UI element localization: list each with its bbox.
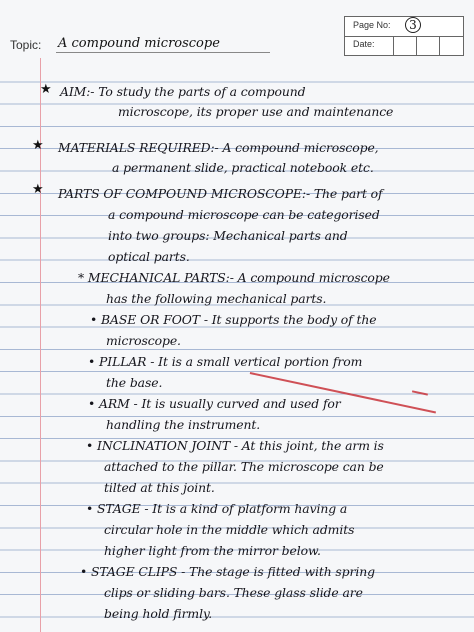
date-cells bbox=[393, 36, 463, 55]
mechanical-line-1: * MECHANICAL PARTS:- A compound microscope bbox=[78, 270, 390, 285]
arm-line-2: handling the instrument. bbox=[106, 417, 261, 432]
stage-clips-line-2: clips or sliding bars. These glass slide are bbox=[104, 585, 363, 600]
stage-line-2: circular hole in the middle which admits bbox=[104, 522, 355, 537]
base-line-2: microscope. bbox=[106, 333, 181, 348]
page-info-box bbox=[344, 16, 464, 56]
star-icon: ★ bbox=[40, 82, 52, 97]
topic-text: A compound microscope bbox=[58, 36, 220, 51]
red-pen-mark bbox=[412, 390, 428, 395]
page-no-value: 3 bbox=[405, 17, 421, 33]
inclination-line-3: tilted at this joint. bbox=[104, 480, 215, 495]
stage-line-1: • STAGE - It is a kind of platform having a bbox=[86, 501, 348, 516]
parts-line-1: PARTS OF COMPOUND MICROSCOPE:- The part of bbox=[58, 186, 383, 201]
arm-line-1: • ARM - It is usually curved and used for bbox=[88, 396, 341, 411]
materials-line-1: MATERIALS REQUIRED:- A compound microscope, bbox=[58, 140, 379, 155]
aim-line-1: AIM:- To study the parts of a compound bbox=[60, 84, 306, 99]
topic-label: Topic: bbox=[10, 38, 42, 52]
topic-underline bbox=[56, 52, 270, 53]
pillar-line-2: the base. bbox=[106, 375, 163, 390]
pillar-line-1: • PILLAR - It is a small vertical portion from bbox=[88, 354, 363, 369]
stage-clips-line-3: being hold firmly. bbox=[104, 606, 213, 621]
date-label: Date: bbox=[353, 39, 375, 49]
parts-line-4: optical parts. bbox=[108, 249, 190, 264]
inclination-line-1: • INCLINATION JOINT - At this joint, the arm is bbox=[86, 438, 384, 453]
parts-line-3: into two groups: Mechanical parts and bbox=[108, 228, 348, 243]
star-icon: ★ bbox=[32, 138, 44, 153]
page-no-row bbox=[345, 17, 463, 37]
base-line-1: • BASE OR FOOT - It supports the body of the bbox=[90, 312, 377, 327]
mechanical-line-2: has the following mechanical parts. bbox=[106, 291, 327, 306]
stage-line-3: higher light from the mirror below. bbox=[104, 543, 321, 558]
aim-line-2: microscope, its proper use and maintenance bbox=[118, 104, 394, 119]
star-icon: ★ bbox=[32, 182, 44, 197]
date-row bbox=[345, 36, 463, 55]
materials-line-2: a permanent slide, practical notebook etc. bbox=[112, 160, 374, 175]
stage-clips-line-1: • STAGE CLIPS - The stage is fitted with spring bbox=[80, 564, 375, 579]
page-no-label: Page No: bbox=[353, 20, 391, 30]
parts-line-2: a compound microscope can be categorised bbox=[108, 207, 380, 222]
inclination-line-2: attached to the pillar. The microscope can be bbox=[104, 459, 384, 474]
